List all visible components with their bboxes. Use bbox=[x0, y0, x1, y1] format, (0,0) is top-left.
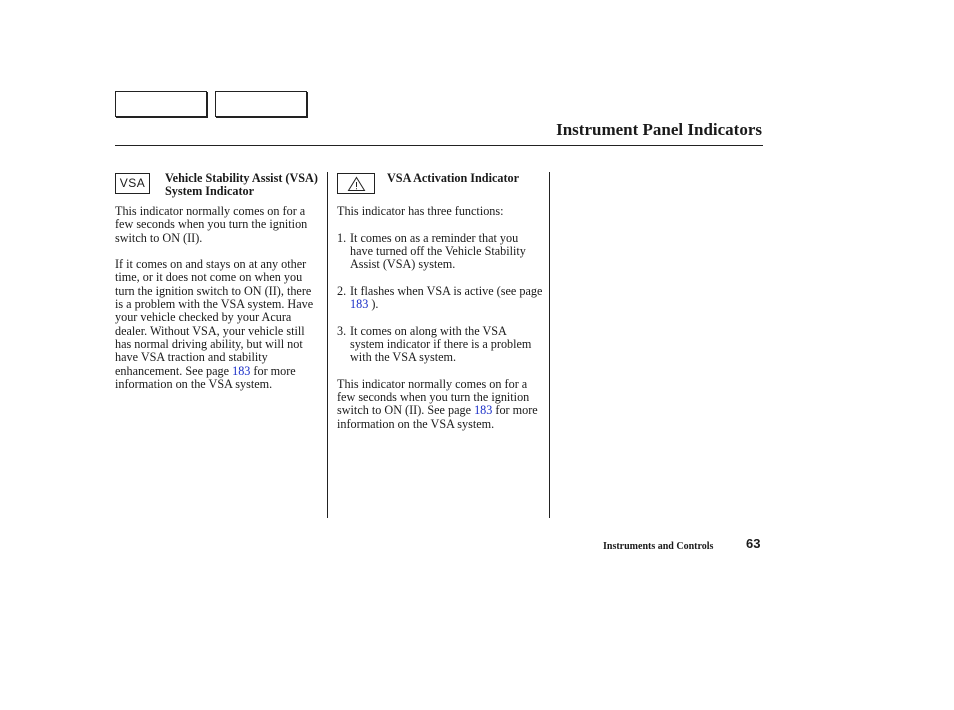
page-link[interactable]: 183 bbox=[474, 403, 493, 418]
list-number: 1. bbox=[337, 230, 347, 245]
vsa-system-indicator-section bbox=[115, 172, 321, 404]
next-page-button[interactable] bbox=[215, 91, 307, 117]
paragraph-text: This indicator normally comes on for a few seconds when you turn the ignition switch to ON (II). See page bbox=[337, 376, 530, 418]
vsa-activation-indicator-icon bbox=[337, 173, 375, 194]
paragraph: This indicator normally comes on for a few seconds when you turn the ignition switch to ON (II). bbox=[115, 204, 308, 245]
section-heading: VSA Activation Indicator bbox=[387, 171, 520, 185]
list-item bbox=[337, 285, 543, 312]
warning-triangle-icon bbox=[347, 176, 366, 192]
previous-page-button[interactable] bbox=[115, 91, 207, 117]
functions-list bbox=[337, 232, 543, 365]
vsa-activation-indicator-section bbox=[337, 172, 543, 444]
paragraph-text: If it comes on and stays on at any other time, or it does not come on when you turn the ignition switch to ON (II), there is a problem with the VSA system. Have your vehicle checked by your Acura dealer. Without VSA, your vehicle still has normal driving ability, but will not have VSA traction and stability enhancement. See page bbox=[115, 257, 314, 378]
page-link[interactable]: 183 bbox=[232, 363, 251, 378]
section-heading-row bbox=[115, 172, 321, 205]
footer-section-name: Instruments and Controls bbox=[603, 541, 714, 552]
column-divider bbox=[549, 172, 550, 518]
paragraph: This indicator has three functions: bbox=[337, 204, 504, 218]
column-divider bbox=[327, 172, 328, 518]
list-item bbox=[337, 232, 543, 272]
list-number: 3. bbox=[337, 323, 347, 338]
vsa-indicator-icon: VSA bbox=[115, 173, 150, 194]
section-heading: Vehicle Stability Assist (VSA) System Indicator bbox=[165, 171, 318, 199]
title-divider bbox=[115, 145, 763, 146]
list-number: 2. bbox=[337, 283, 347, 298]
section-heading-row bbox=[337, 172, 543, 205]
page-number: 63 bbox=[746, 536, 761, 551]
paragraph-text: for more information on the VSA system. bbox=[115, 363, 296, 391]
list-item-text: It comes on along with the VSA system indicator if there is a problem with the VSA system. bbox=[350, 323, 532, 365]
list-item-text: It comes on as a reminder that you have turned off the Vehicle Stability Assist (VSA) system. bbox=[350, 230, 526, 272]
page-link[interactable]: 183 bbox=[350, 297, 369, 312]
paragraph bbox=[337, 378, 543, 431]
list-item bbox=[337, 325, 543, 365]
list-item-text: It flashes when VSA is active (see page bbox=[350, 283, 543, 298]
paragraph-text: for more information on the VSA system. bbox=[337, 403, 538, 431]
page-title: Instrument Panel Indicators bbox=[556, 120, 762, 139]
paragraph bbox=[115, 258, 321, 391]
list-item-text: ). bbox=[368, 297, 379, 312]
